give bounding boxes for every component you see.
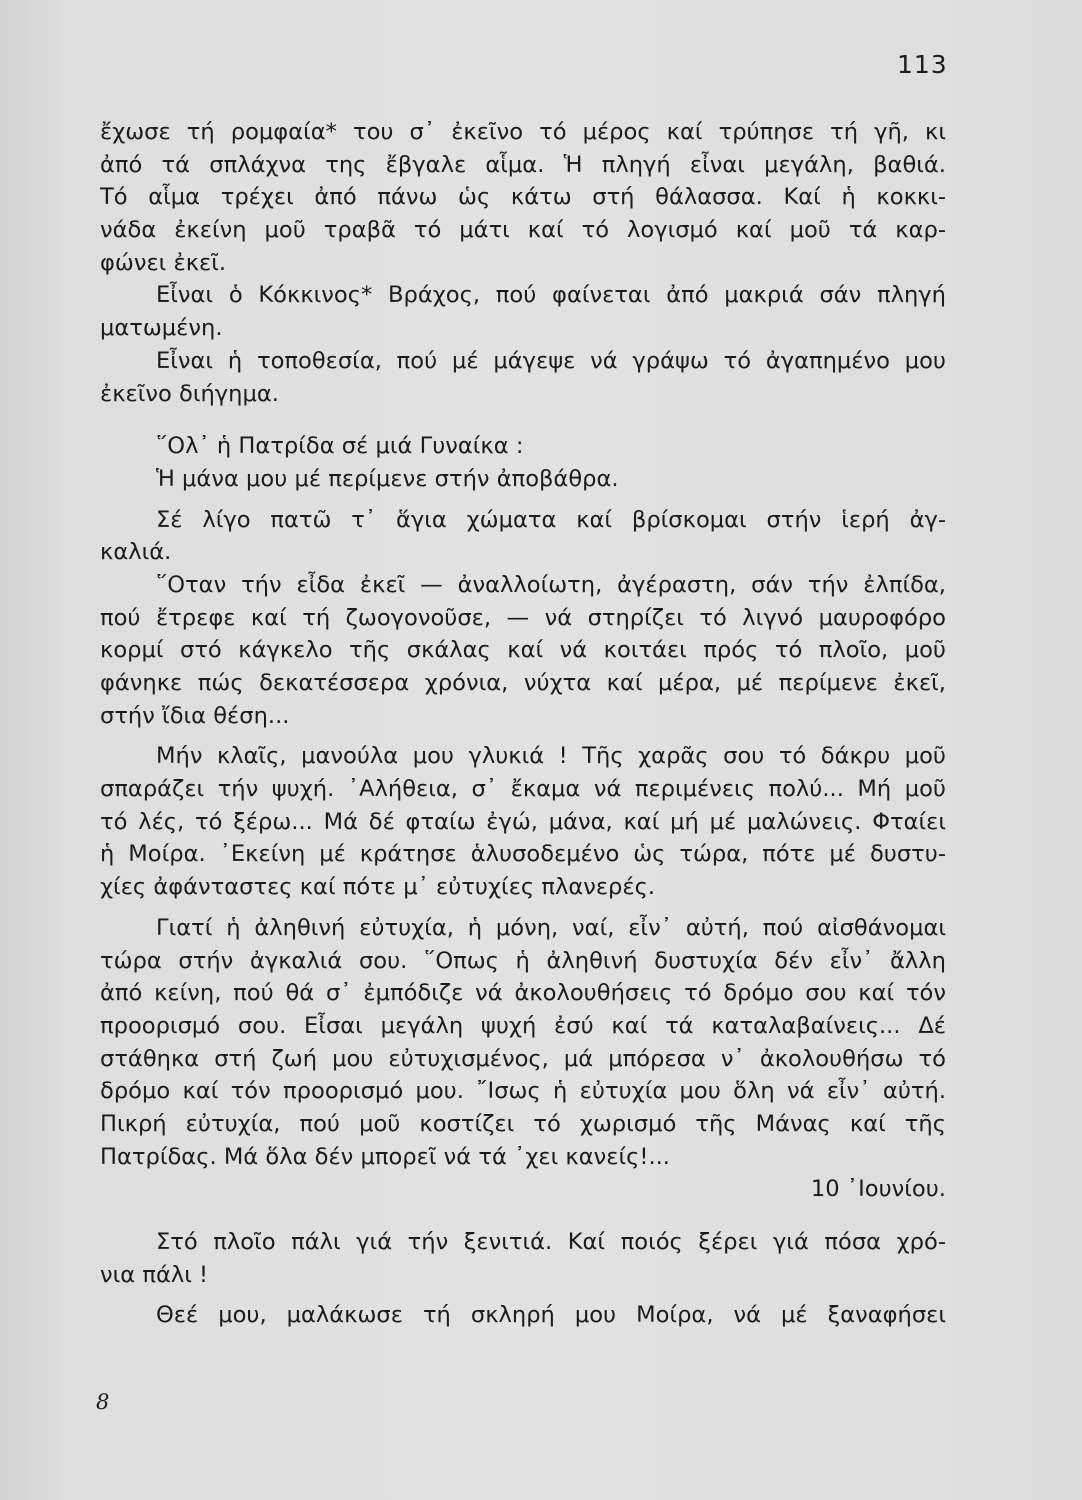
text-line: φάνηκε πώς δεκατέσσερα χρόνια, νύχτα καί μέρα, μέ περίμενε ἐκεῖ, [100,670,946,696]
text-line: ματωμένη. [100,315,223,342]
text-line: καλιά. [100,539,172,566]
paragraph [100,116,946,279]
text-line: προορισμό σου. Εἶσαι μεγάλη ψυχή ἐσύ καί τά καταλαβαίνεις... Δέ [100,1012,946,1039]
text-line: νια πάλι ! [100,1261,209,1288]
paragraph [100,504,946,569]
text-line: κορμί στό κάγκελο τῆς σκάλας καί νά κοιτάει πρός τό πλοῖο, μοῦ [100,637,946,664]
text-line: ἐκεῖνο διήγημα. [100,380,279,407]
signature-mark: 8 [96,1390,110,1414]
text-line: Μήν κλαῖς, μανούλα μου γλυκιά ! Τῆς χαρᾶς σου τό δάκρυ μοῦ [156,743,946,770]
text-line: χίες ἀφάνταστες καί πότε μ᾽ εὐτυχίες πλανερές. [100,874,656,901]
text-line: Γιατί ἡ ἀληθινή εὐτυχία, ἡ μόνη, ναί, εἶν᾽ αὐτή, πού αἰσθάνομαι [156,914,946,941]
paragraph [100,430,946,495]
paragraph [100,569,946,732]
body-text [100,116,946,1332]
text-line: φώνει ἐκεῖ. [100,249,227,276]
text-line: Σέ λίγο πατῶ τ᾽ ἅγια χώματα καί βρίσκομαι στήν ἱερή ἀγ- [156,506,946,533]
text-line: ῞Ολ᾽ ἡ Πατρίδα σέ μιά Γυναίκα : [156,433,524,460]
paragraph [100,1299,946,1332]
text-line: Στό πλοῖο πάλι γιά τήν ξενιτιά. Καί ποιός ξέρει γιά πόσα χρό- [156,1229,946,1255]
text-line: τώρα στήν ἀγκαλιά σου. ῞Οπως ἡ ἀληθινή δυστυχία δέν εἶν᾽ ἄλλη [100,947,946,974]
text-line: τό λές, τό ξέρω... Μά δέ φταίω ἐγώ, μάνα, καί μή μέ μαλώνεις. Φταίει [100,808,946,835]
text-line: Πικρή εὐτυχία, πού μοῦ κοστίζει τό χωρισμό τῆς Μάνας καί τῆς [100,1110,946,1137]
text-line: ἔχωσε τή ρομφαία* του σ᾽ ἐκεῖνο τό μέρος καί τρύπησε τή γῆ, κι [100,119,946,145]
text-line: σπαράζει τήν ψυχή. ᾽Αλήθεια, σ᾽ ἔκαμα νά περιμένεις πολύ... Μή μοῦ [100,776,946,803]
text-line: ἀπό τά σπλάχνα της ἔβγαλε αἷμα. Ἡ πληγή εἶναι μεγάλη, βαθιά. [100,151,946,178]
text-line: ἡ Μοίρα. ᾽Εκείνη μέ κράτησε ἁλυσοδεμένο ὡς τώρα, πότε μέ δυστυ- [100,841,946,868]
text-line: στάθηκα στή ζωή μου εὐτυχισμένος, μά μπόρεσα ν᾽ ἀκολουθήσω τό [100,1045,946,1072]
text-line: Εἶναι ὁ Κόκκινος* Βράχος, πού φαίνεται ἀπό μακριά σάν πληγή [156,282,946,309]
date-line: 10 ᾽Ιουνίου. [810,1176,946,1203]
text-line: ῞Οταν τήν εἶδα ἐκεῖ — ἀναλλοίωτη, ἀγέραστη, σάν τήν ἐλπίδα, [156,571,946,598]
text-line: Εἶναι ἡ τοποθεσία, πού μέ μάγεψε νά γράψω τό ἀγαπημένο μου [156,347,946,374]
paragraph [100,279,946,344]
paragraph [100,345,946,410]
text-line: πού ἔτρεφε καί τή ζωογονοῦσε, — νά στηρίζει τό λιγνό μαυροφόρο [100,604,946,631]
text-line: στήν ἴδια θέση... [100,702,290,729]
page-number: 113 [897,50,948,79]
paragraph [100,1226,946,1291]
text-line: δρόμο καί τόν προορισμό μου. ῎Ισως ἡ εὐτυχία μου ὅλη νά εἶν᾽ αὐτή. [100,1078,946,1105]
text-line: Τό αἷμα τρέχει ἀπό πάνω ὡς κάτω στή θάλασσα. Καί ἡ κοκκι- [100,184,946,211]
text-line: Ἡ μάνα μου μέ περίμενε στήν ἀποβάθρα. [156,465,619,492]
text-line: νάδα ἐκείνη μοῦ τραβᾶ τό μάτι καί τό λογισμό καί μοῦ τά καρ- [100,217,946,244]
text-line: ἀπό κείνη, πού θά σ᾽ ἐμπόδιζε νά ἀκολουθήσεις τό δρόμο σου καί τόν [100,980,946,1007]
text-line: Θεέ μου, μαλάκωσε τή σκληρή μου Μοίρα, νά μέ ξαναφήσει [156,1302,946,1329]
paragraph [100,740,946,903]
paragraph [100,912,946,1174]
text-line: Πατρίδας. Μά ὅλα δέν μπορεῖ νά τά ᾽χει κανείς!... [100,1143,670,1170]
